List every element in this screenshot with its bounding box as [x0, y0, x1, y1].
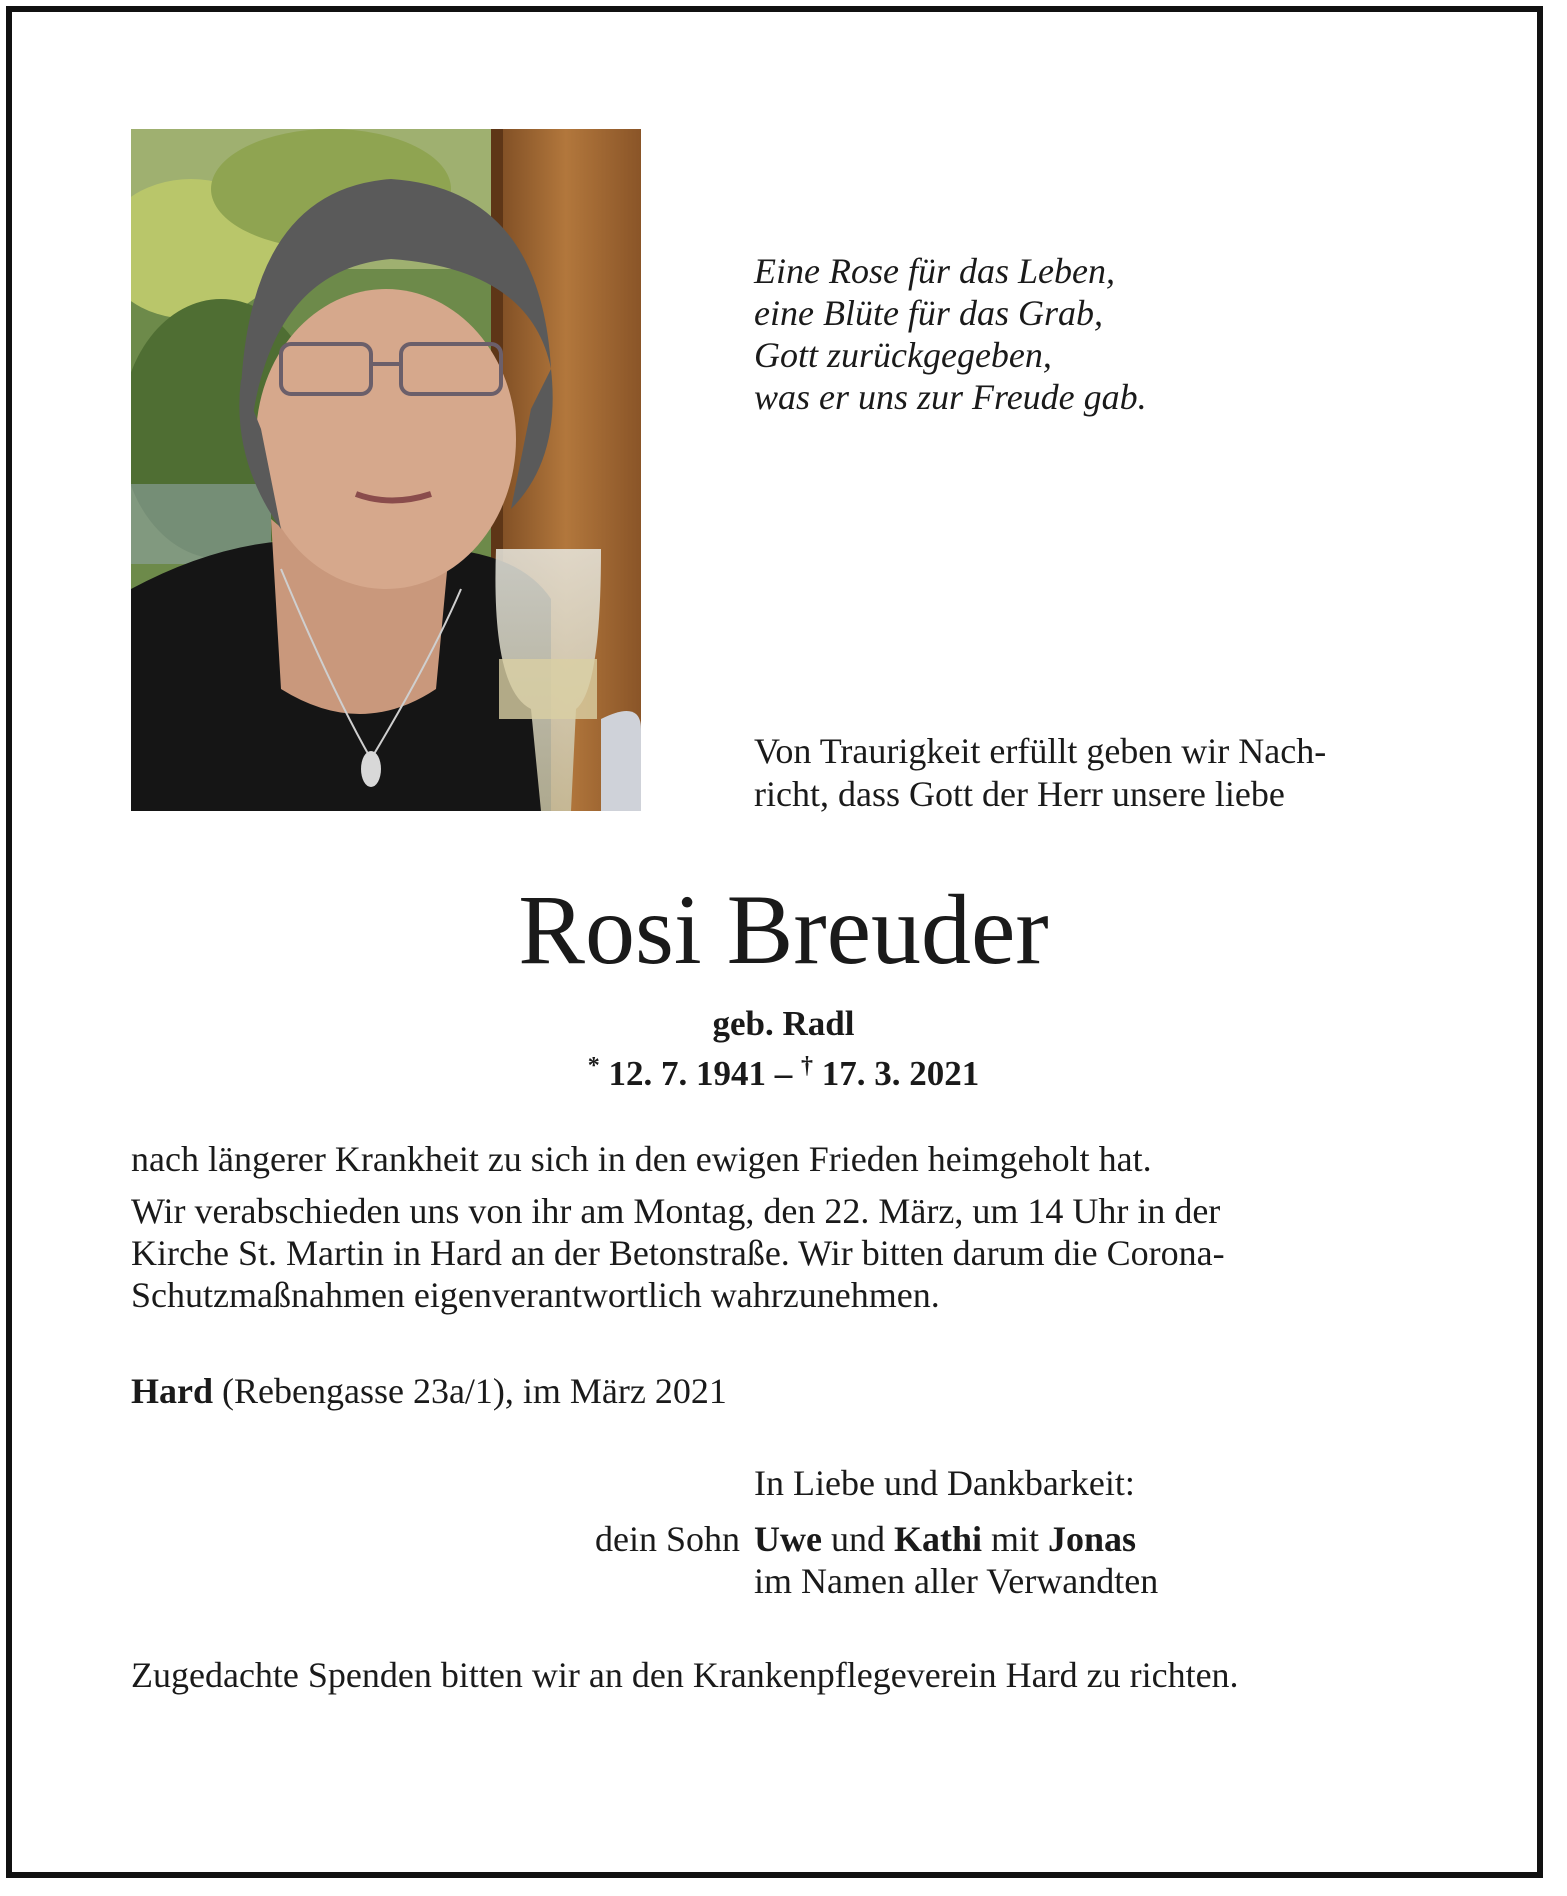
birth-name: geb. Radl: [712, 1004, 855, 1043]
intro-line: Von Traurigkeit erfüllt geben wir Nach-: [754, 731, 1327, 771]
poem-line: was er uns zur Freude gab.: [754, 377, 1147, 417]
poem-line: Eine Rose für das Leben,: [754, 251, 1115, 291]
funeral-line: Wir verabschieden uns von ihr am Montag, den 22. März, um 14 Uhr in der: [131, 1191, 1221, 1231]
funeral-details: [131, 1190, 1451, 1316]
life-dates: [0, 1045, 1567, 1095]
poem-line: eine Blüte für das Grab,: [754, 293, 1103, 333]
memorial-poem: [754, 250, 1454, 418]
funeral-line: Kirche St. Martin in Hard an der Betonstraße. Wir bitten darum die Corona-: [131, 1233, 1225, 1273]
signer-joiner: und: [821, 1519, 894, 1559]
signature-names: [754, 1518, 1136, 1560]
signer-name: Jonas: [1048, 1519, 1137, 1559]
signer-name: Kathi: [893, 1519, 982, 1559]
portrait-photo: [131, 129, 641, 811]
signer-name: Uwe: [754, 1519, 822, 1559]
poem-line: Gott zurückgegeben,: [754, 335, 1052, 375]
place-name: Hard: [131, 1371, 214, 1411]
intro-line: richt, dass Gott der Herr unsere liebe: [754, 774, 1285, 814]
place-address: (Rebengasse 23a/1), im März 2021: [213, 1371, 727, 1411]
deceased-name: Rosi Breuder: [518, 874, 1049, 985]
funeral-line: Schutzmaßnahmen eigenverantwortlich wahrzunehmen.: [131, 1275, 940, 1315]
intro-text: [754, 730, 1494, 816]
donation-note: Zugedachte Spenden bitten wir an den Krankenpflegeverein Hard zu richten.: [131, 1655, 1239, 1695]
death-date: 17. 3. 2021: [821, 1054, 980, 1093]
signature-prefix: dein Sohn: [594, 1519, 740, 1559]
born-mark: *: [587, 1053, 600, 1079]
birth-date: 12. 7. 1941: [608, 1054, 766, 1093]
signer-joiner: mit: [982, 1519, 1049, 1559]
announcement-line: nach längerer Krankheit zu sich in den ewigen Frieden heimgeholt hat.: [131, 1139, 1152, 1179]
place-date-line: [131, 1370, 1451, 1412]
date-separator: –: [766, 1054, 801, 1093]
thanks-line: In Liebe und Dankbarkeit:: [754, 1463, 1135, 1503]
signature-relatives: im Namen aller Verwandten: [754, 1561, 1159, 1601]
died-mark: †: [801, 1053, 813, 1079]
